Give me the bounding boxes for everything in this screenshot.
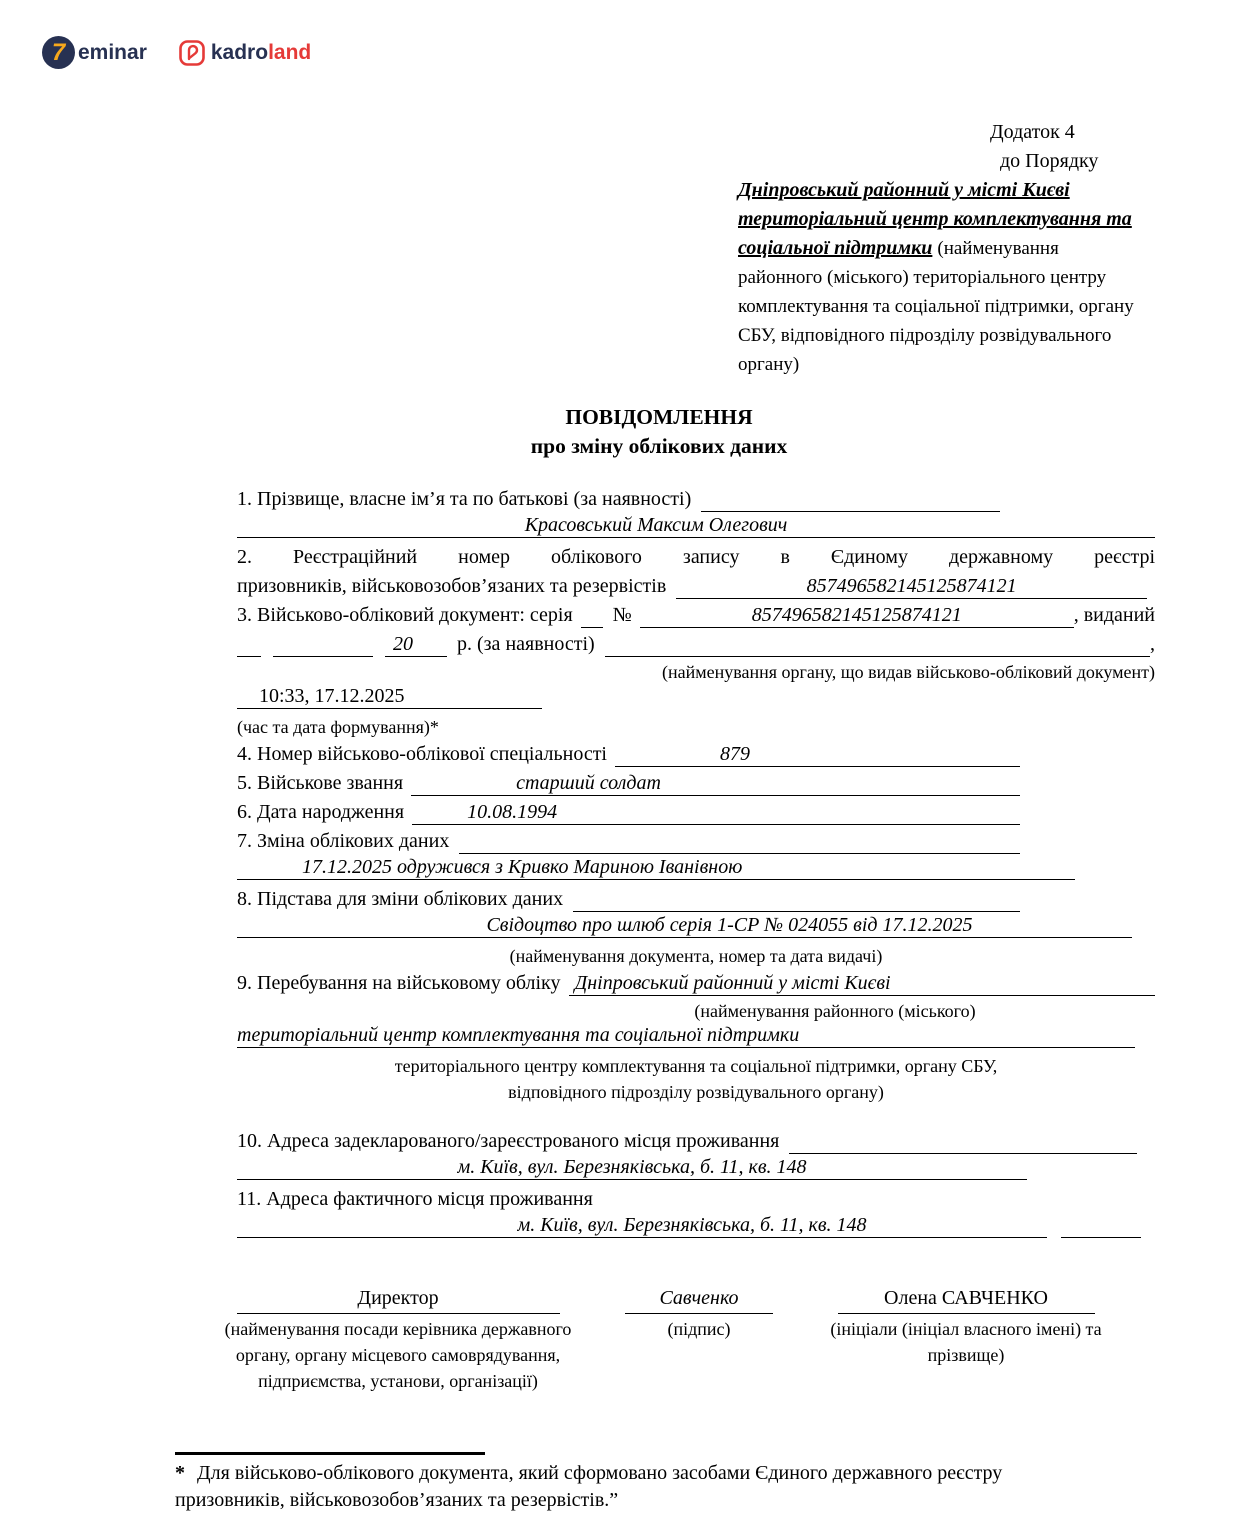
field-9-value-line2: територіальний центр комплектування та соціальної підтримки xyxy=(237,1024,1135,1048)
field-8-blank xyxy=(573,888,1020,912)
field-10-value-line xyxy=(237,1156,1155,1185)
field-2-label-line2: призовників, військовозобов’язаних та резервістів xyxy=(237,575,667,597)
kadroland-logo-text xyxy=(211,41,311,65)
field-9-value-line1: Дніпровський районний у місті Києві xyxy=(569,972,1156,996)
land-text: land xyxy=(268,40,312,64)
signature-position-value: Директор xyxy=(237,1285,560,1314)
field-11-label: 11. Адреса фактичного місця проживання xyxy=(237,1188,593,1210)
signature-sign-note: (підпис) xyxy=(667,1319,731,1339)
field-8 xyxy=(237,885,1155,914)
field-3-month-blank xyxy=(273,633,373,657)
field-5 xyxy=(237,769,1155,798)
field-8-value-line xyxy=(237,914,1155,943)
field-9-note1: (найменування районного (міського) xyxy=(694,1001,976,1021)
field-3-issuer-blank xyxy=(605,633,1150,657)
signature-position-note: (найменування посади керівника державного органу, органу місцевого самоврядування, підприємства, установи, організації) xyxy=(224,1319,572,1391)
field-10-label: 10. Адреса задекларованого/зареєстрованого місця проживання xyxy=(237,1130,780,1152)
field-3-number-sign: № xyxy=(612,604,632,626)
field-7-value: 17.12.2025 одружився з Кривко Мариною Іванівною xyxy=(237,856,1075,880)
field-3-year-blank xyxy=(421,633,447,657)
field-3-year-prefix: 20 xyxy=(385,633,421,657)
field-3-year-label: р. (за наявності) xyxy=(457,633,595,655)
field-7 xyxy=(237,827,1155,856)
kadroland-icon xyxy=(179,40,205,66)
field-9 xyxy=(237,969,1155,998)
field-3-formation-line xyxy=(237,685,1155,714)
field-2-label-line1: 2. Реєстраційний номер облікового запису в Єдиному державному реєстрі xyxy=(237,546,1155,568)
field-1-value: Красовський Максим Олегович xyxy=(237,514,1155,538)
appendix-block xyxy=(738,0,1142,379)
appendix-org xyxy=(738,176,1142,379)
field-2-value: 857496582145125874121 xyxy=(676,575,1147,599)
appendix-number: Додаток 4 xyxy=(990,121,1075,143)
footnote-text: Для військово-облікового документа, який сформовано засобами Єдиного державного реєстру призовників, військовозобов’язаних та резервістів.” xyxy=(175,1462,1003,1511)
field-9-value-line2-row xyxy=(237,1024,1155,1053)
org-name-note: (найменування районного (міського) територіального центру комплектування та соціальної підтримки, органу СБУ, відповідного підрозділу розвідувального органу) xyxy=(738,238,1134,375)
field-7-label: 7. Зміна облікових даних xyxy=(237,830,450,852)
field-1-label: 1. Прізвище, власне ім’я та по батькові (за наявності) xyxy=(237,488,692,510)
field-3-formation-value: 10:33, 17.12.2025 xyxy=(237,685,542,709)
field-8-label: 8. Підстава для зміни облікових даних xyxy=(237,888,564,910)
field-6 xyxy=(237,798,1155,827)
signature-position-col xyxy=(218,1285,578,1394)
field-2-line2 xyxy=(237,572,1155,601)
field-11-trailing-blank xyxy=(1061,1214,1141,1238)
title-main: ПОВІДОМЛЕННЯ xyxy=(565,405,753,429)
field-8-value: Свідоцтво про шлюб серія 1-СР № 024055 від 17.12.2025 xyxy=(237,914,1132,938)
logo-bar xyxy=(42,36,311,69)
field-3-series-blank xyxy=(581,604,603,628)
field-1 xyxy=(237,485,1155,514)
field-6-value: 10.08.1994 xyxy=(412,801,1020,825)
document-title xyxy=(200,403,1118,461)
field-11 xyxy=(237,1185,1155,1214)
field-10-value: м. Київ, вул. Березняківська, б. 11, кв. 148 xyxy=(237,1156,1027,1180)
footnote-marker: * xyxy=(175,1462,185,1484)
field-3-comma: , xyxy=(1150,633,1155,655)
seminar-logo-text: eminar xyxy=(78,40,147,64)
footnote-separator xyxy=(175,1452,485,1455)
signature-sign-value: Савченко xyxy=(625,1285,773,1314)
field-3-issuer-note: (найменування органу, що видав військово-обліковий документ) xyxy=(661,662,1155,682)
field-3-formation-note: (час та дата формування)* xyxy=(237,717,439,737)
kadroland-logo xyxy=(179,40,311,66)
org-name-value: Дніпровський районний у місті Києві територіальний центр комплектування та соціальної підтримки xyxy=(738,179,1132,259)
field-11-value: м. Київ, вул. Березняківська, б. 11, кв. 148 xyxy=(237,1214,1047,1238)
signature-sign-col xyxy=(624,1285,774,1342)
signature-name-value: Олена САВЧЕНКО xyxy=(838,1285,1095,1314)
title-sub: про зміну облікових даних xyxy=(530,434,788,458)
footnote-text-line xyxy=(175,1460,1065,1514)
field-3-label: 3. Військово-обліковий документ: серія xyxy=(237,604,573,626)
field-4-value: 879 xyxy=(615,743,1020,767)
field-10 xyxy=(237,1127,1155,1156)
signature-block xyxy=(218,1285,1155,1394)
field-5-label: 5. Військове звання xyxy=(237,772,404,794)
field-4 xyxy=(237,740,1155,769)
document-body xyxy=(224,485,1155,1394)
field-10-blank xyxy=(789,1130,1137,1154)
field-3-number-value: 857496582145125874121 xyxy=(640,604,1074,628)
field-3-day-blank xyxy=(237,633,261,657)
field-5-value: старший солдат xyxy=(411,772,1020,796)
signature-name-col xyxy=(801,1285,1131,1368)
field-1-value-line xyxy=(237,514,1155,543)
field-9-note2: територіального центру комплектування та соціальної підтримки, органу СБУ, xyxy=(394,1056,998,1076)
field-8-note: (найменування документа, номер та дата видачі) xyxy=(509,946,883,966)
field-9-label: 9. Перебування на військовому обліку xyxy=(237,972,561,994)
field-3-line2 xyxy=(237,630,1155,659)
field-3-line1 xyxy=(237,601,1155,630)
field-9-note3: відповідного підрозділу розвідувального органу) xyxy=(508,1082,884,1102)
field-6-label: 6. Дата народження xyxy=(237,801,405,823)
field-11-value-line xyxy=(237,1214,1155,1243)
appendix-order: до Порядку xyxy=(1000,150,1099,172)
field-7-value-line xyxy=(237,856,1155,885)
field-7-blank xyxy=(459,830,1020,854)
seminar-seven-icon: 7 xyxy=(42,36,75,69)
footnote xyxy=(175,1452,1135,1514)
seminar-logo xyxy=(42,36,147,69)
signature-name-note: (ініціали (ініціал власного імені) та прізвище) xyxy=(830,1319,1102,1365)
field-1-blank xyxy=(701,488,1000,512)
field-4-label: 4. Номер військово-облікової спеціальності xyxy=(237,743,607,765)
field-3-issued-label: , виданий xyxy=(1073,604,1155,626)
kadro-text: kadro xyxy=(210,40,269,64)
